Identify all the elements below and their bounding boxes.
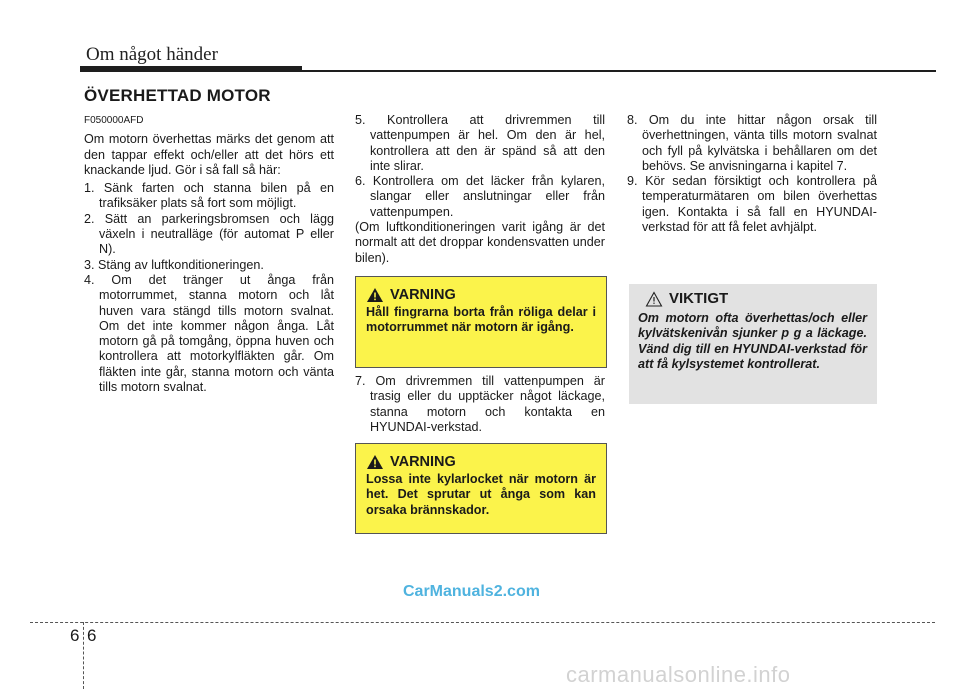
- caution-text: Om motorn ofta överhettas/och eller kylvätskenivån sjunker p g a läckage. Vänd dig till en HYUNDAI-verkstad för att få kylsystemet kontrollerat.: [638, 311, 867, 372]
- column-1: [84, 113, 334, 395]
- page-number: 6: [87, 626, 97, 645]
- list-item: 4. Om det tränger ut ånga från motorrummet, stanna motorn och låt huven vara stängd tills motorn svalnat. Om det inte kommer någon ånga. Låt motorn gå på tomgång, öppna huven och kontrollera att motorkylfläkten går. Om fläkten inte går, stanna motorn och vänta tills motorn svalnat.: [84, 272, 334, 395]
- warning-text: Lossa inte kylarlocket när motorn är het. Det sprutar ut ånga som kan orsaka brännskador.: [366, 472, 596, 517]
- list-item: 5. Kontrollera att drivremmen till vattenpumpen är hel. Om den är hel, kontrollera att den är spänd så att den inte slirar.: [355, 113, 605, 173]
- list-item: 9. Kör sedan försiktigt och kontrollera på temperaturmätaren om bilen överhettas igen. Kontakta i så fall en HYUNDAI-verkstad för att få felet avhjälpt.: [627, 174, 877, 235]
- warning-box-radiator-cap: [355, 443, 607, 534]
- section-number: 6: [70, 626, 80, 645]
- list-item: 1. Sänk farten och stanna bilen på en trafiksäker plats så fort som möjligt.: [84, 181, 334, 211]
- warning-header: [366, 287, 596, 303]
- footer-divider: [83, 622, 84, 689]
- caution-box: [629, 284, 877, 404]
- warning-icon: [366, 454, 384, 470]
- footer-rule: [30, 622, 935, 623]
- list-item: 2. Sätt an parkeringsbromsen och lägg växeln i neutralläge (för automat P eller N).: [84, 211, 334, 257]
- warning-label: VARNING: [390, 454, 456, 470]
- warning-text: Håll fingrarna borta från röliga delar i motorrummet när motorn är igång.: [366, 305, 596, 335]
- warning-header: [366, 454, 596, 470]
- list-item: 3. Stäng av luftkonditioneringen.: [84, 257, 264, 272]
- warning-box-fingers: [355, 276, 607, 368]
- column-3: [627, 113, 877, 235]
- carmanuals-watermark: CarManuals2.com: [403, 583, 540, 600]
- list-item: 8. Om du inte hittar någon orsak till överhettningen, vänta tills motorn svalnat och fyll på kylvätska i behållaren om det behövs. Se anvisningarna i kapitel 7.: [627, 113, 877, 173]
- list-item: 7. Om drivremmen till vattenpumpen är trasig eller du upptäcker något läckage, stanna motorn och kontakta en HYUNDAI-verkstad.: [355, 374, 605, 434]
- reference-code: F050000AFD: [84, 115, 144, 126]
- warning-icon: [366, 287, 384, 303]
- caution-label: VIKTIGT: [669, 290, 729, 307]
- chapter-title: Om något händer: [86, 44, 218, 65]
- site-watermark: carmanualsonline.info: [566, 662, 791, 687]
- header-bar: [80, 66, 302, 72]
- intro-paragraph: Om motorn överhettas märks det genom att den tappar effekt och/eller att det hörs ett knackande ljud. Gör i så fall så här:: [84, 132, 334, 177]
- section-title: ÖVERHETTAD MOTOR: [84, 86, 271, 105]
- aircon-note: (Om luftkonditioneringen varit igång är det normalt att det droppar kondensvatten under bilen).: [355, 220, 605, 265]
- header-rule: [302, 70, 936, 72]
- warning-label: VARNING: [390, 287, 456, 303]
- caution-triangle-icon: [645, 291, 663, 307]
- caution-header: [645, 290, 877, 307]
- column-2-lower: [355, 374, 605, 435]
- list-item: 6. Kontrollera om det läcker från kylaren, slangar eller anslutningar eller från vattenpumpen.: [355, 174, 605, 219]
- column-2: [355, 113, 605, 266]
